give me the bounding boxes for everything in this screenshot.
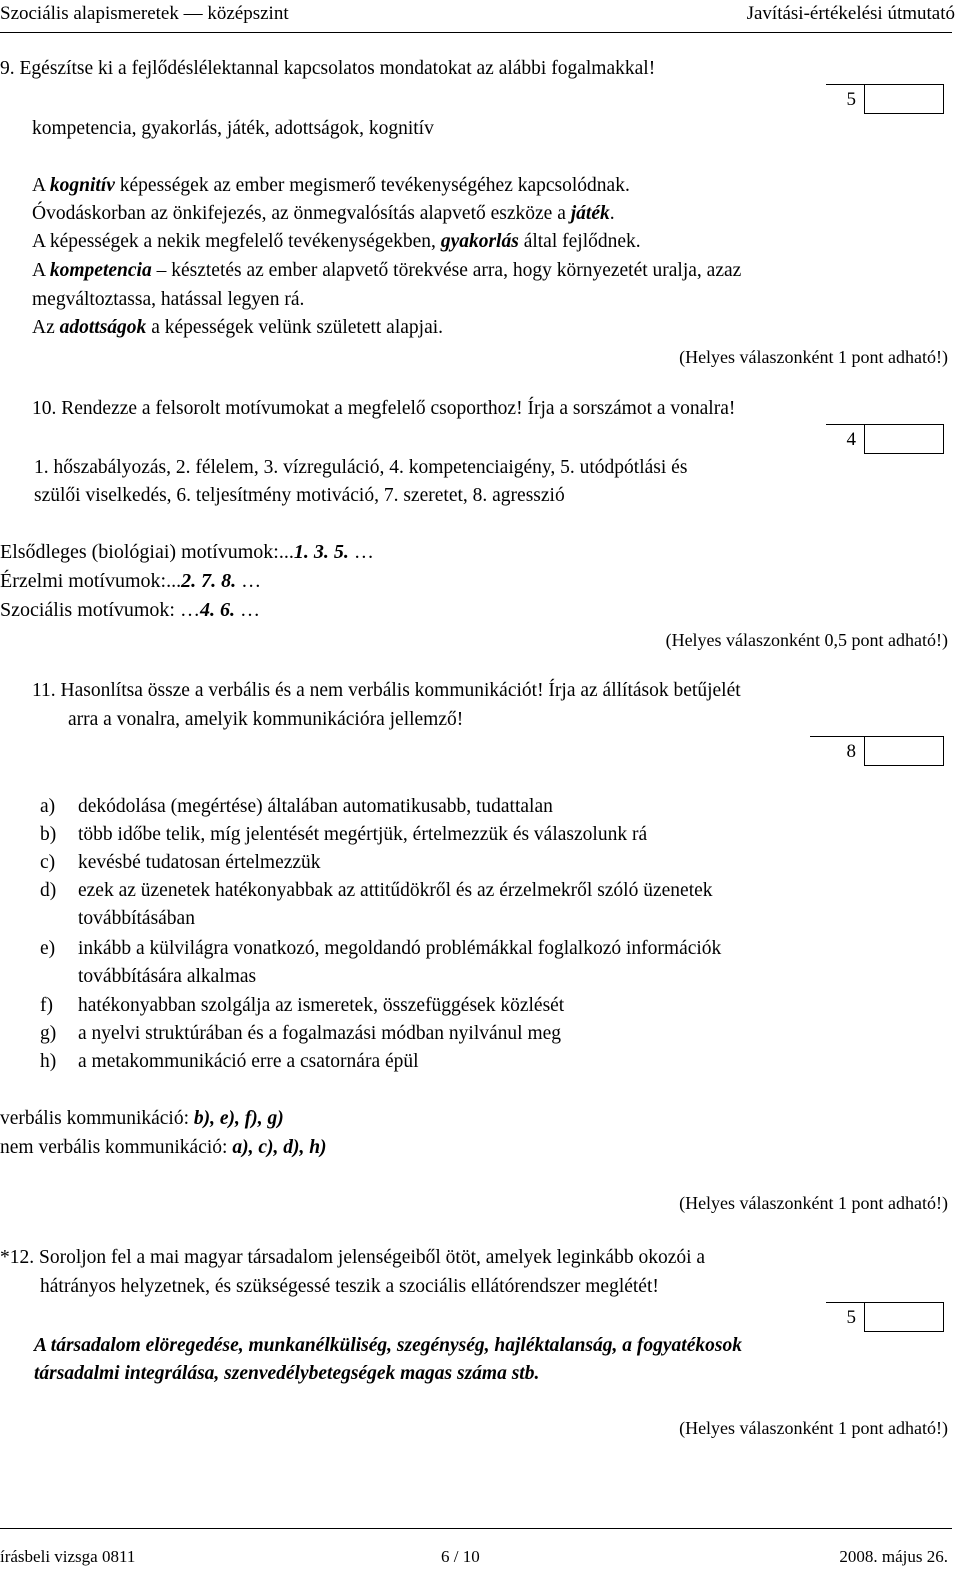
q12-answer-2: társadalmi integrálása, szenvedélybetegségek magas száma stb. xyxy=(34,1363,540,1384)
q12-score: 5 xyxy=(826,1302,864,1332)
q11-title-2: arra a vonalra, amelyik kommunikációra jellemző! xyxy=(68,709,464,730)
q12-title-1: *12. Soroljon fel a mai magyar társadalom jelenségeiből ötöt, amelyek leginkább okozói a xyxy=(0,1247,706,1268)
q10-answer-emotional-value: 2. 7. 8. xyxy=(181,570,242,592)
q11-score-cell[interactable] xyxy=(864,736,944,766)
q10-score-cell[interactable] xyxy=(864,424,944,454)
footer-date: 2008. május 26. xyxy=(839,1547,948,1566)
q10-answer-social-value: 4. 6. xyxy=(200,599,240,621)
q11-item-text-cont: továbbítására alkalmas xyxy=(78,966,257,987)
q11-item-text: dekódolása (megértése) általában automatikusabb, tudattalan xyxy=(78,796,553,817)
q11-score-box xyxy=(810,736,944,766)
q12-score-cell[interactable] xyxy=(864,1302,944,1332)
q11-nonverbal-answer: nem verbális kommunikáció: a), c), d), h) xyxy=(0,1137,327,1158)
q9-sentence-4-cont: megváltoztassa, hatással legyen rá. xyxy=(32,289,305,310)
q11-note: (Helyes válaszonként 1 pont adható!) xyxy=(679,1193,948,1213)
q11-score: 8 xyxy=(810,736,864,766)
q11-item-label: d) xyxy=(40,880,57,901)
q11-item-label: c) xyxy=(40,852,56,873)
header-right: Javítási-értékelési útmutató xyxy=(746,3,955,24)
q12-note: (Helyes válaszonként 1 pont adható!) xyxy=(679,1418,948,1438)
q10-list-1: 1. hőszabályozás, 2. félelem, 3. vízreguláció, 4. kompetenciaigény, 5. utódpótlási és xyxy=(34,457,688,478)
q11-item-text: a nyelvi struktúrában és a fogalmazási módban nyilvánul meg xyxy=(78,1023,562,1044)
q11-item-label: a) xyxy=(40,796,56,817)
q9-score-box xyxy=(826,84,944,114)
q9-answer-4: kompetencia xyxy=(49,260,152,281)
q11-title-1: 11. Hasonlítsa össze a verbális és a nem verbális kommunikációt! Írja az állítások betűjelét xyxy=(32,680,741,701)
q11-item-text: hatékonyabban szolgálja az ismeretek, összefüggések közlését xyxy=(78,995,565,1016)
q10-answer-primary: Elsődleges (biológiai) motívumok:...1. 3. 5. … xyxy=(0,541,374,563)
q10-answer-primary-value: 1. 3. 5. xyxy=(293,541,354,563)
q9-answer-2: játék xyxy=(570,203,610,224)
header-left: Szociális alapismeretek — középszint xyxy=(0,3,289,24)
q10-list-2: szülői viselkedés, 6. teljesítmény motiváció, 7. szeretet, 8. agresszió xyxy=(34,485,565,506)
q9-note: (Helyes válaszonként 1 pont adható!) xyxy=(679,347,948,367)
q11-item-text: inkább a külvilágra vonatkozó, megoldandó problémákkal foglalkozó információk xyxy=(78,938,722,959)
q11-nonverbal-value: a), c), d), h) xyxy=(232,1137,327,1158)
q9-sentence-5: Az adottságok a képességek velünk született alapjai. xyxy=(32,317,444,338)
q9-answer-3: gyakorlás xyxy=(440,231,519,252)
q9-score: 5 xyxy=(826,84,864,114)
q11-verbal-value: b), e), f), g) xyxy=(193,1108,284,1129)
q12-title-2: hátrányos helyzetnek, és szükségessé teszik a szociális ellátórendszer meglétét! xyxy=(40,1276,659,1297)
q11-item-text-cont: továbbításában xyxy=(78,908,195,929)
q10-answer-emotional: Érzelmi motívumok:...2. 7. 8. … xyxy=(0,570,262,592)
q10-answer-social: Szociális motívumok: …4. 6. … xyxy=(0,599,260,621)
q9-sentence-4: A kompetencia – késztetés az ember alapvető törekvése arra, hogy környezetét uralja, azaz xyxy=(32,260,742,281)
q9-terms: kompetencia, gyakorlás, játék, adottságok, kognitív xyxy=(32,118,434,139)
q10-score: 4 xyxy=(826,424,864,454)
q11-item-label: b) xyxy=(40,824,57,845)
q11-item-text: több időbe telik, míg jelentését megértjük, értelmezzük és válaszolunk rá xyxy=(78,824,648,845)
footer-left: írásbeli vizsga 0811 xyxy=(0,1547,136,1566)
q10-score-box xyxy=(826,424,944,454)
q9-answer-1: kognitív xyxy=(49,175,115,196)
q11-item-text: ezek az üzenetek hatékonyabbak az attitűdökről és az érzelmekről szóló üzenetek xyxy=(78,880,713,901)
footer-rule xyxy=(0,1528,952,1529)
q9-sentence-3: A képességek a nekik megfelelő tevékenységekben, gyakorlás által fejlődnek. xyxy=(32,231,641,252)
q9-sentence-1: A kognitív képességek az ember megismerő tevékenységéhez kapcsolódnak. xyxy=(32,175,630,196)
footer-page-number: 6 / 10 xyxy=(441,1547,480,1566)
header-rule xyxy=(0,32,952,33)
q11-item-label: e) xyxy=(40,938,56,959)
q11-item-text: a metakommunikáció erre a csatornára épül xyxy=(78,1051,419,1072)
q9-answer-5: adottságok xyxy=(59,317,147,338)
q11-item-label: g) xyxy=(40,1023,57,1044)
q9-title: 9. Egészítse ki a fejlődéslélektannal kapcsolatos mondatokat az alábbi fogalmakkal! xyxy=(0,58,656,79)
q10-note: (Helyes válaszonként 0,5 pont adható!) xyxy=(665,630,948,650)
q11-verbal-answer: verbális kommunikáció: b), e), f), g) xyxy=(0,1108,284,1129)
q11-item-label: f) xyxy=(40,995,53,1016)
q9-sentence-2: Óvodáskorban az önkifejezés, az önmegvalósítás alapvető eszköze a játék. xyxy=(32,203,615,224)
q12-answer-1: A társadalom elöregedése, munkanélküliség, szegénység, hajléktalanság, a fogyatékosok xyxy=(34,1335,742,1356)
q11-item-label: h) xyxy=(40,1051,57,1072)
q12-score-box xyxy=(826,1302,944,1332)
q11-item-text: kevésbé tudatosan értelmezzük xyxy=(78,852,321,873)
q10-title: 10. Rendezze a felsorolt motívumokat a megfelelő csoporthoz! Írja a sorszámot a vonalra! xyxy=(32,398,736,419)
q9-score-cell[interactable] xyxy=(864,84,944,114)
